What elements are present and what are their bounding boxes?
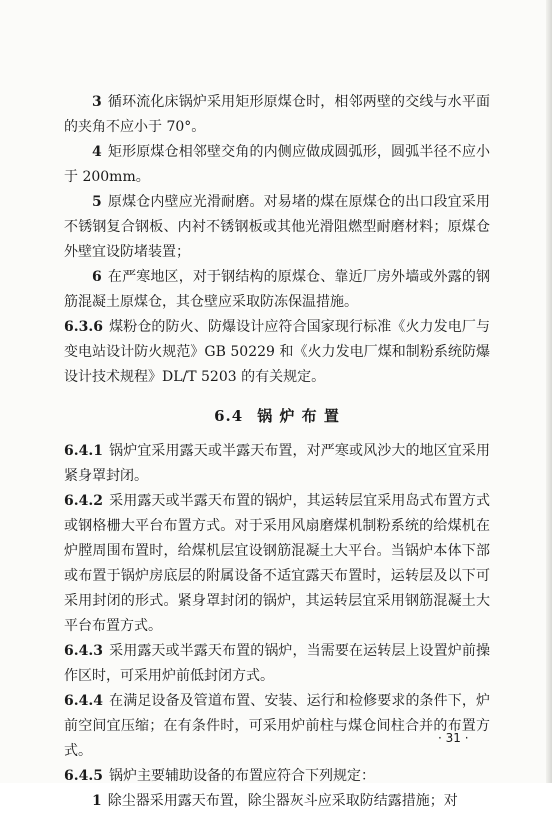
clause-number: 6.4.5 xyxy=(64,768,103,784)
item-number: 1 xyxy=(92,793,102,809)
item-number: 6 xyxy=(92,269,102,285)
section-heading xyxy=(64,404,490,429)
clause-text: 锅炉主要辅助设备的布置应符合下列规定： xyxy=(108,768,375,784)
clause-6-4-5 xyxy=(64,764,490,789)
page-edge-shadow xyxy=(546,0,552,783)
clause-number: 6.3.6 xyxy=(64,319,103,335)
item-1 xyxy=(64,789,490,814)
item-5 xyxy=(64,190,490,265)
clause-6-4-3 xyxy=(64,639,490,689)
clause-6-4-2 xyxy=(64,489,490,639)
document-body xyxy=(64,90,490,814)
clause-number: 6.4.2 xyxy=(64,493,103,509)
page-number: · 31 · xyxy=(438,731,469,745)
clause-number: 6.4.1 xyxy=(64,443,103,459)
clause-text: 采用露天或半露天布置的锅炉，当需要在运转层上设置炉前操作区时，可采用炉前低封闭方式。 xyxy=(64,643,490,684)
clause-6-4-4 xyxy=(64,689,490,764)
clause-text: 采用露天或半露天布置的锅炉，其运转层宜采用岛式布置方式或钢格栅大平台布置方式。对于采用风扇磨煤机制粉系统的给煤机在炉膛周围布置时，给煤机层宜设钢筋混凝土大平台。当锅炉本体下部或布置于锅炉房底层的附属设备不适宜露天布置时，运转层及以下可采用封闭的形式。紧身罩封闭的锅炉，其运转层宜采用钢筋混凝土大平台布置方式。 xyxy=(64,493,490,634)
clause-6-4-1 xyxy=(64,439,490,489)
item-text: 原煤仓内壁应光滑耐磨。对易堵的煤在原煤仓的出口段宜采用不锈钢复合钢板、内衬不锈钢板或其他光滑阻燃型耐磨材料；原煤仓外壁宜设防堵装置； xyxy=(64,194,490,260)
item-text: 在严寒地区，对于钢结构的原煤仓、靠近厂房外墙或外露的钢筋混凝土原煤仓，其仓壁应采取防冻保温措施。 xyxy=(64,269,490,310)
clause-text: 锅炉宜采用露天或半露天布置，对严寒或风沙大的地区宜采用紧身罩封闭。 xyxy=(64,443,490,484)
clause-number: 6.4.3 xyxy=(64,643,103,659)
item-text: 矩形原煤仓相邻壁交角的内侧应做成圆弧形，圆弧半径不应小于 200mm。 xyxy=(64,144,490,185)
clause-6-3-6 xyxy=(64,315,490,390)
item-number: 5 xyxy=(92,194,102,210)
section-title: 锅 炉 布 置 xyxy=(257,407,340,425)
item-6 xyxy=(64,265,490,315)
item-text: 除尘器采用露天布置，除尘器灰斗应采取防结露措施；对 xyxy=(107,793,458,809)
item-number: 4 xyxy=(92,144,102,160)
item-number: 3 xyxy=(92,94,102,110)
item-text: 循环流化床锅炉采用矩形原煤仓时，相邻两壁的交线与水平面的夹角不应小于 70°。 xyxy=(64,94,490,135)
item-3 xyxy=(64,90,490,140)
clause-number: 6.4.4 xyxy=(64,693,103,709)
clause-text: 煤粉仓的防火、防爆设计应符合国家现行标准《火力发电厂与变电站设计防火规范》GB 50229 和《火力发电厂煤和制粉系统防爆设计技术规程》DL/T 5203 的有关规定。 xyxy=(64,319,490,385)
clause-text: 在满足设备及管道布置、安装、运行和检修要求的条件下，炉前空间宜压缩；在有条件时，可采用炉前柱与煤仓间柱合并的布置方式。 xyxy=(64,693,490,759)
item-4 xyxy=(64,140,490,190)
section-number: 6.4 xyxy=(214,407,244,425)
